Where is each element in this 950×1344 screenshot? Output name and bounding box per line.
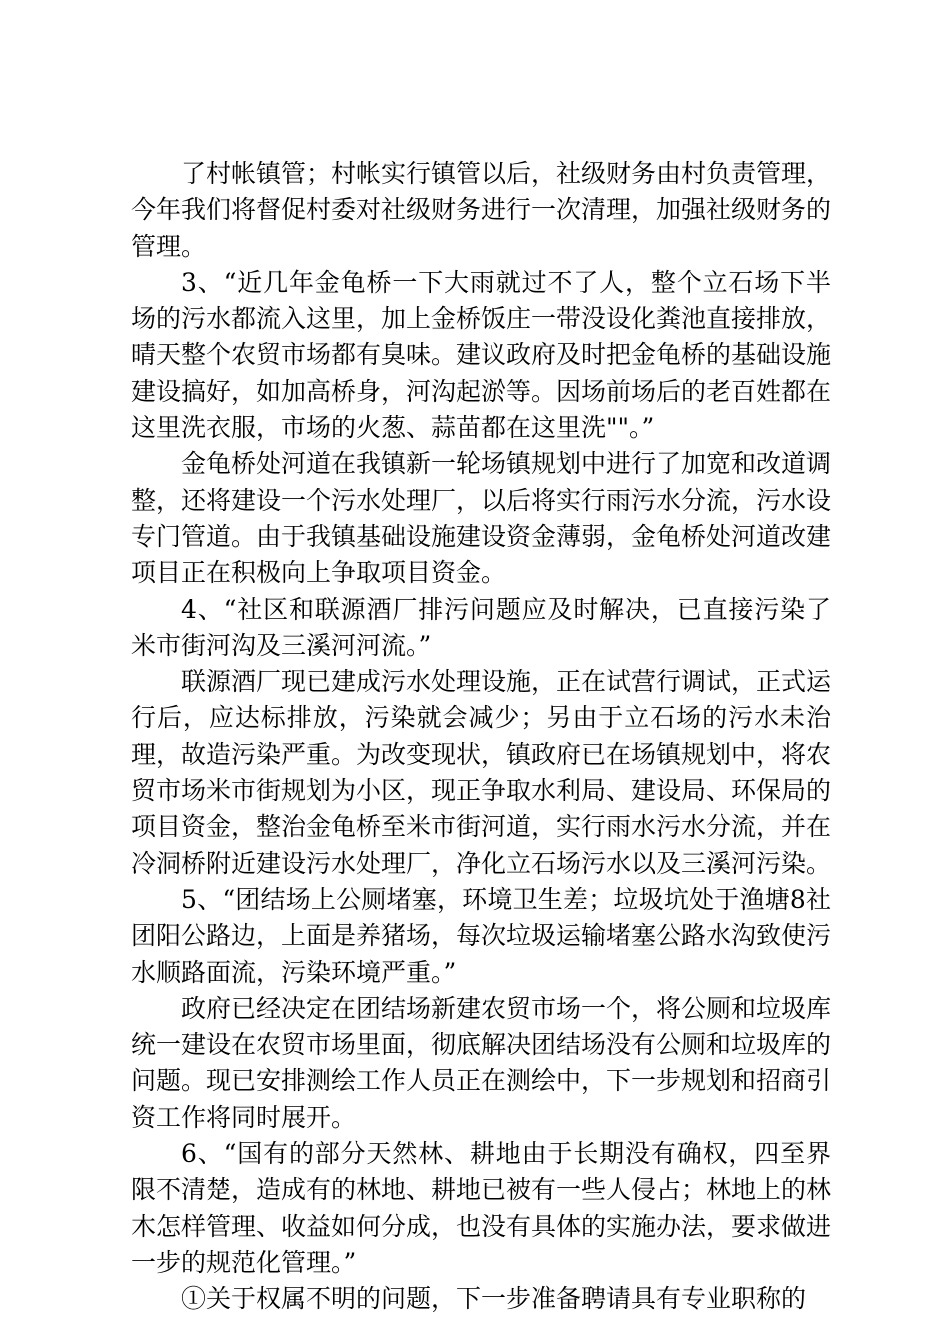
paragraph-6: 5、“团结场上公厕堵塞，环境卫生差；垃圾坑处于渔塘8社团阳公路边，上面是养猪场，每次垃圾运输堵塞公路水沟致使污水顺路面流，污染环境严重。” [131, 884, 832, 987]
paragraph-1: 了村帐镇管；村帐实行镇管以后，社级财务由村负责管理，今年我们将督促村委对社级财务进行一次清理，加强社级财务的管理。 [131, 159, 832, 261]
paragraph-2: 3、“近几年金龟桥一下大雨就过不了人，整个立石场下半场的污水都流入这里，加上金桥饭庄一带没设化粪池直接排放，晴天整个农贸市场都有臭味。建议政府及时把金龟桥的基础设施建设搞好，如加高桥身，河沟起淤等。因场前场后的老百姓都在这里洗衣服，市场的火葱、蒜苗都在这里洗""。” [131, 267, 832, 443]
paragraph-3: 金龟桥处河道在我镇新一轮场镇规划中进行了加宽和改道调整，还将建设一个污水处理厂，以后将实行雨污水分流，污水设专门管道。由于我镇基础设施建设资金薄弱，金龟桥处河道改建项目正在积极向上争取项目资金。 [131, 449, 832, 588]
paragraph-4: 4、“社区和联源酒厂排污问题应及时解决，已直接污染了米市街河沟及三溪河河流。” [131, 594, 831, 660]
paragraph-7: 政府已经决定在团结场新建农贸市场一个，将公厕和垃圾库统一建设在农贸市场里面，彻底解决团结场没有公厕和垃圾库的问题。现已安排测绘工作人员正在测绘中，下一步规划和招商引资工作将同时展开。 [131, 993, 832, 1132]
document-body [131, 156, 831, 1318]
paragraph-5: 联源酒厂现已建成污水处理设施，正在试营行调试，正式运行后，应达标排放，污染就会减少；另由于立石场的污水未治理，故造污染严重。为改变现状，镇政府已在场镇规划中，将农贸市场米市街规划为小区，现正争取水利局、建设局、环保局的项目资金，整治金龟桥至米市街河道，实行雨水污水分流，并在冷洞桥附近建设污水处理厂，净化立石场污水以及三溪河污染。 [131, 667, 832, 878]
paragraph-8: 6、“国有的部分天然林、耕地由于长期没有确权，四至界限不清楚，造成有的林地、耕地已被有一些人侵占；林地上的林木怎样管理、收益如何分成，也没有具体的实施办法，要求做进一步的规范化管理。” [131, 1139, 832, 1277]
paragraph-9: ①关于权属不明的问题，下一步准备聘请具有专业职称的 [181, 1284, 807, 1314]
